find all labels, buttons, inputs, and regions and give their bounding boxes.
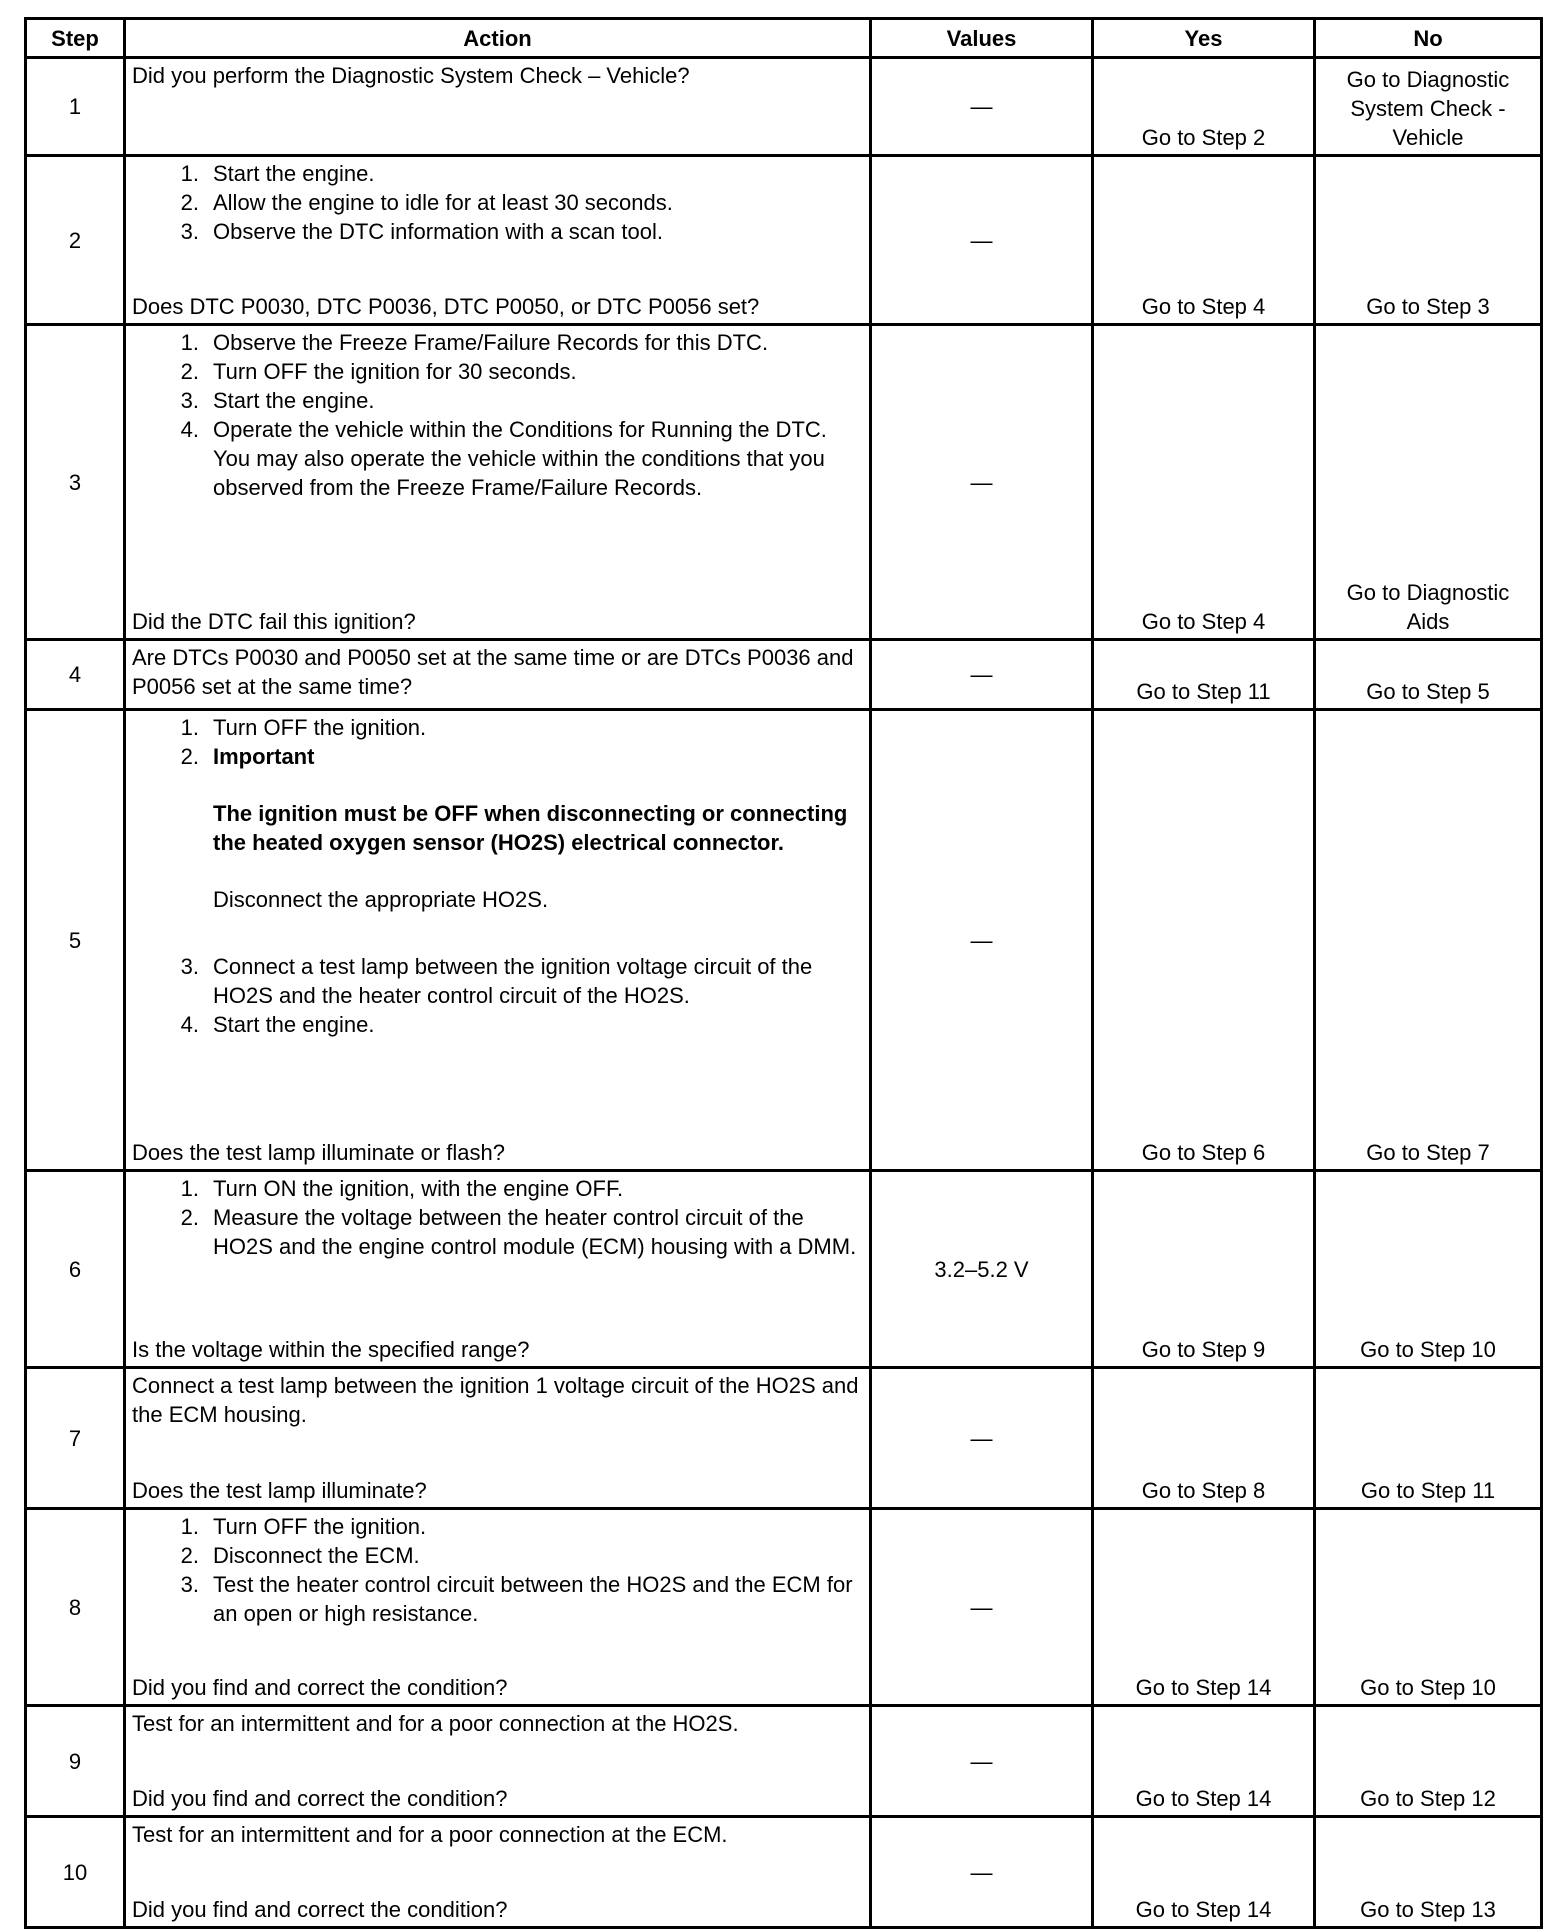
header-no: No bbox=[1315, 19, 1542, 58]
table-row bbox=[26, 640, 1542, 710]
action-text: Did you perform the Diagnostic System Check – Vehicle? bbox=[132, 63, 690, 88]
sub-step: Disconnect the appropriate HO2S. bbox=[213, 887, 549, 912]
question-text: Does DTC P0030, DTC P0036, DTC P0050, or DTC P0056 set? bbox=[132, 294, 760, 319]
yes-link[interactable]: Go to Step 6 bbox=[1093, 710, 1315, 1171]
list-item: 1. Start the engine. bbox=[180, 161, 375, 186]
no-link[interactable]: Go to Step 13 bbox=[1315, 1817, 1542, 1928]
action-cell bbox=[125, 58, 871, 156]
value-cell: — bbox=[871, 1368, 1093, 1509]
yes-link[interactable]: Go to Step 4 bbox=[1093, 325, 1315, 640]
header-step: Step bbox=[26, 19, 125, 58]
yes-link[interactable]: Go to Step 4 bbox=[1093, 156, 1315, 325]
action-cell bbox=[125, 1706, 871, 1817]
important-note: The ignition must be OFF when disconnecting or connecting the heated oxygen sensor (HO2S) electrical connector. bbox=[213, 801, 848, 855]
question-text: Did you find and correct the condition? bbox=[132, 1786, 508, 1811]
yes-link[interactable]: Go to Step 14 bbox=[1093, 1817, 1315, 1928]
list-item: 4. Start the engine. bbox=[180, 1012, 375, 1037]
value-cell: 3.2–5.2 V bbox=[871, 1171, 1093, 1368]
step-number: 8 bbox=[26, 1509, 125, 1706]
question-text: Did the DTC fail this ignition? bbox=[132, 609, 416, 634]
step-number: 3 bbox=[26, 325, 125, 640]
yes-link[interactable]: Go to Step 11 bbox=[1093, 640, 1315, 710]
list-item: 2. Allow the engine to idle for at least 30 seconds. bbox=[180, 190, 673, 215]
no-link[interactable]: Go to Step 10 bbox=[1315, 1171, 1542, 1368]
step-number: 10 bbox=[26, 1817, 125, 1928]
question-text: Does the test lamp illuminate? bbox=[132, 1478, 427, 1503]
yes-link[interactable]: Go to Step 14 bbox=[1093, 1706, 1315, 1817]
list-item: 2. Measure the voltage between the heater control circuit of the HO2S and the engine control module (ECM) housing with a DMM. bbox=[180, 1205, 857, 1259]
value-cell: — bbox=[871, 1706, 1093, 1817]
value-cell: — bbox=[871, 710, 1093, 1171]
yes-link[interactable]: Go to Step 8 bbox=[1093, 1368, 1315, 1509]
table-row bbox=[26, 58, 1542, 156]
list-item: 3. Connect a test lamp between the ignition voltage circuit of the HO2S and the heater control circuit of the HO2S. bbox=[180, 954, 813, 1008]
table-row bbox=[26, 156, 1542, 325]
list-item: 3. Observe the DTC information with a scan tool. bbox=[180, 219, 663, 244]
no-link[interactable]: Go to Diagnostic System Check - Vehicle bbox=[1315, 58, 1542, 156]
table-row bbox=[26, 325, 1542, 640]
action-text: Are DTCs P0030 and P0050 set at the same time or are DTCs P0036 and P0056 set at the same time? bbox=[132, 645, 854, 699]
header-row bbox=[26, 19, 1542, 58]
action-cell bbox=[125, 1171, 871, 1368]
action-cell bbox=[125, 1368, 871, 1509]
no-link[interactable]: Go to Step 3 bbox=[1315, 156, 1542, 325]
question-text: Is the voltage within the specified range? bbox=[132, 1337, 530, 1362]
list-item: 3. Start the engine. bbox=[180, 388, 375, 413]
value-cell: — bbox=[871, 325, 1093, 640]
yes-link[interactable]: Go to Step 2 bbox=[1093, 58, 1315, 156]
table-row bbox=[26, 1706, 1542, 1817]
action-cell bbox=[125, 640, 871, 710]
list-item: 2. Disconnect the ECM. bbox=[180, 1543, 420, 1568]
action-cell bbox=[125, 1817, 871, 1928]
list-item: 4. Operate the vehicle within the Conditions for Running the DTC. You may also operate the vehicle within the conditions that you observed from the Freeze Frame/Failure Records. bbox=[180, 417, 827, 500]
value-cell: — bbox=[871, 1817, 1093, 1928]
list-item: 2. Turn OFF the ignition for 30 seconds. bbox=[180, 359, 577, 384]
table-row bbox=[26, 1509, 1542, 1706]
header-yes: Yes bbox=[1093, 19, 1315, 58]
list-item: 3. Test the heater control circuit between the HO2S and the ECM for an open or high resistance. bbox=[180, 1572, 853, 1626]
header-action: Action bbox=[125, 19, 871, 58]
table-row bbox=[26, 1171, 1542, 1368]
table-row bbox=[26, 710, 1542, 1171]
step-number: 4 bbox=[26, 640, 125, 710]
yes-link[interactable]: Go to Step 9 bbox=[1093, 1171, 1315, 1368]
step-number: 5 bbox=[26, 710, 125, 1171]
no-link[interactable]: Go to Step 7 bbox=[1315, 710, 1542, 1171]
value-cell: — bbox=[871, 1509, 1093, 1706]
step-number: 1 bbox=[26, 58, 125, 156]
list-item: 1. Turn OFF the ignition. bbox=[180, 1514, 427, 1539]
question-text: Did you find and correct the condition? bbox=[132, 1897, 508, 1922]
question-text: Does the test lamp illuminate or flash? bbox=[132, 1140, 505, 1165]
step-number: 2 bbox=[26, 156, 125, 325]
list-item: 1. Observe the Freeze Frame/Failure Records for this DTC. bbox=[180, 330, 769, 355]
no-link[interactable]: Go to Step 10 bbox=[1315, 1509, 1542, 1706]
table-row bbox=[26, 1817, 1542, 1928]
step-number: 7 bbox=[26, 1368, 125, 1509]
step-number: 9 bbox=[26, 1706, 125, 1817]
header-values: Values bbox=[871, 19, 1093, 58]
no-link[interactable]: Go to Diagnostic Aids bbox=[1315, 325, 1542, 640]
action-cell bbox=[125, 1509, 871, 1706]
list-item: 2. Important bbox=[180, 744, 315, 769]
table-row bbox=[26, 1368, 1542, 1509]
question-text: Did you find and correct the condition? bbox=[132, 1675, 508, 1700]
diagnostic-table bbox=[24, 17, 1543, 1929]
list-item: 1. Turn OFF the ignition. bbox=[180, 715, 427, 740]
value-cell: — bbox=[871, 156, 1093, 325]
yes-link[interactable]: Go to Step 14 bbox=[1093, 1509, 1315, 1706]
value-cell: — bbox=[871, 58, 1093, 156]
action-cell bbox=[125, 325, 871, 640]
value-cell: — bbox=[871, 640, 1093, 710]
no-link[interactable]: Go to Step 11 bbox=[1315, 1368, 1542, 1509]
list-item: 1. Turn ON the ignition, with the engine OFF. bbox=[180, 1176, 624, 1201]
action-text: Test for an intermittent and for a poor connection at the HO2S. bbox=[132, 1711, 739, 1736]
no-link[interactable]: Go to Step 12 bbox=[1315, 1706, 1542, 1817]
no-link[interactable]: Go to Step 5 bbox=[1315, 640, 1542, 710]
action-text: Test for an intermittent and for a poor connection at the ECM. bbox=[132, 1822, 728, 1847]
step-number: 6 bbox=[26, 1171, 125, 1368]
action-cell bbox=[125, 156, 871, 325]
action-cell bbox=[125, 710, 871, 1171]
action-text: Connect a test lamp between the ignition 1 voltage circuit of the HO2S and the ECM housing. bbox=[132, 1373, 859, 1427]
